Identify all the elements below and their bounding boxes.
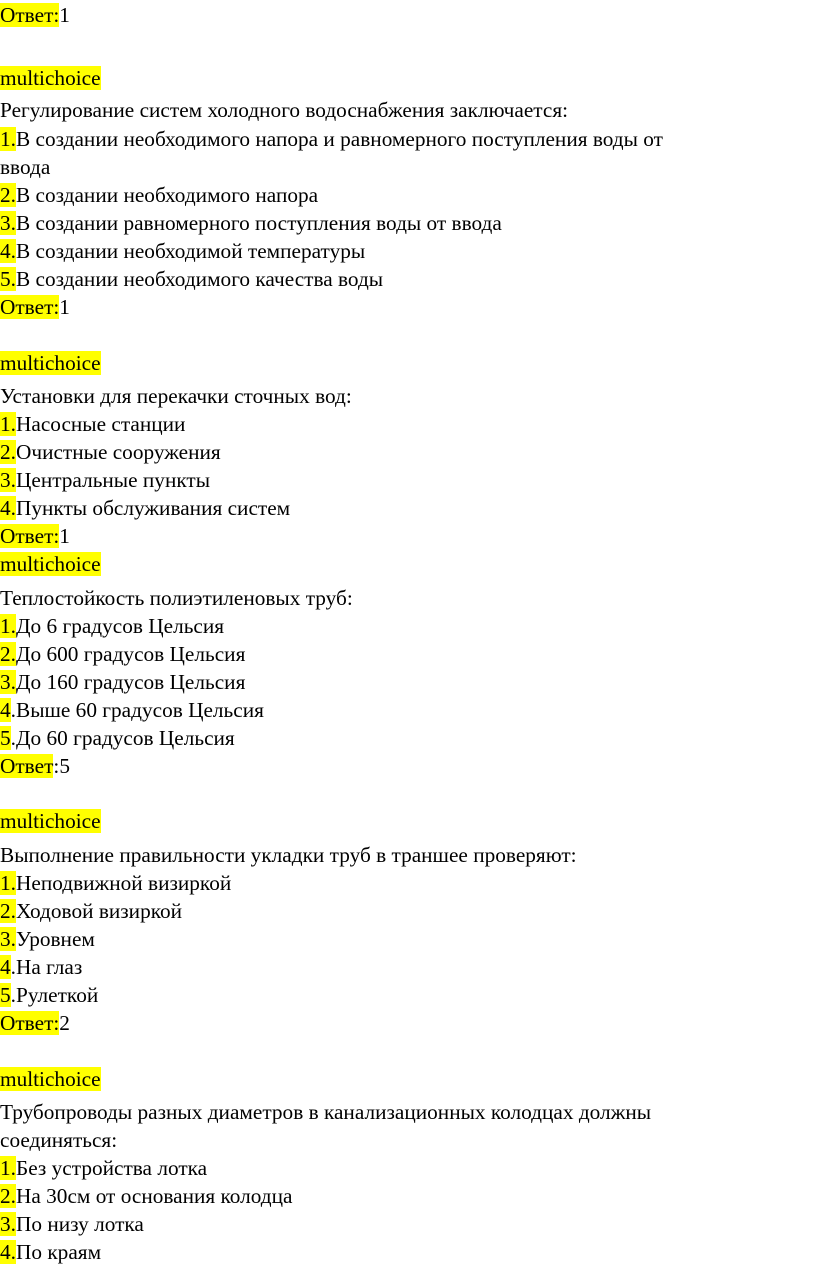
question-type: multichoice xyxy=(0,1067,101,1091)
option-number: 1. xyxy=(0,1156,16,1180)
answer-value: 5 xyxy=(59,754,70,778)
option xyxy=(0,641,245,667)
option xyxy=(0,266,383,292)
question-text: Выполнение правильности укладки труб в траншее проверяют: xyxy=(0,843,577,867)
question-text: Регулирование систем холодного водоснабжения заключается: xyxy=(0,98,569,122)
option-number: 4. xyxy=(0,1240,16,1264)
question-type: multichoice xyxy=(0,66,101,90)
option xyxy=(0,669,245,695)
answer-line xyxy=(0,294,70,320)
option: 5.Рулеткой xyxy=(0,983,99,1007)
option-number: 4. xyxy=(0,239,16,263)
option-continuation: ввода xyxy=(0,155,51,179)
option xyxy=(0,1211,144,1237)
option xyxy=(0,439,221,465)
option xyxy=(0,898,182,924)
option-number: 2. xyxy=(0,899,16,923)
option-number: 2. xyxy=(0,183,16,207)
option-number: 1. xyxy=(0,871,16,895)
option-text: До 6 градусов Цельсия xyxy=(15,614,225,638)
option-text: По краям xyxy=(15,1240,102,1264)
option xyxy=(0,238,365,264)
option xyxy=(0,126,663,152)
option-number: 3. xyxy=(0,468,16,492)
question-text: Установки для перекачки сточных вод: xyxy=(0,384,352,408)
option-number: 3. xyxy=(0,1212,16,1236)
option-number: 4 xyxy=(0,698,11,722)
option-text: До 600 градусов Цельсия xyxy=(15,642,246,666)
answer-value: 1 xyxy=(59,524,70,548)
option-text: До 60 градусов Цельсия xyxy=(15,726,235,750)
option xyxy=(0,870,231,896)
question-type: multichoice xyxy=(0,552,101,576)
option-text: Неподвижной визиркой xyxy=(15,871,232,895)
option-number: 2. xyxy=(0,440,16,464)
answer-label: Ответ: xyxy=(0,3,60,27)
answer-line xyxy=(0,2,70,28)
answer-value: 1 xyxy=(59,3,70,27)
option-text: Очистные сооружения xyxy=(15,440,221,464)
option xyxy=(0,1239,101,1265)
option-number: 5. xyxy=(0,267,16,291)
option xyxy=(0,411,185,437)
answer-line xyxy=(0,523,70,549)
option xyxy=(0,210,502,236)
answer-label: Ответ: xyxy=(0,295,60,319)
option-text: Без устройства лотка xyxy=(15,1156,208,1180)
option-text: Насосные станции xyxy=(15,412,186,436)
option-text: Выше 60 градусов Цельсия xyxy=(15,698,264,722)
option-text: Пункты обслуживания систем xyxy=(15,496,291,520)
option-number: 1. xyxy=(0,412,16,436)
option-number: 4 xyxy=(0,955,11,979)
option xyxy=(0,495,290,521)
question-text: Теплостойкость полиэтиленовых труб: xyxy=(0,586,353,610)
option-number: 1. xyxy=(0,127,16,151)
option-text: В создании необходимого напора и равномерного поступления воды от xyxy=(15,127,663,151)
option: 4.На глаз xyxy=(0,955,83,979)
option xyxy=(0,467,210,493)
option-text: В создании необходимой температуры xyxy=(15,239,366,263)
option xyxy=(0,613,224,639)
option-text: Уровнем xyxy=(15,927,95,951)
option-number: 2. xyxy=(0,642,16,666)
option-text: На глаз xyxy=(15,955,83,979)
option-text: Центральные пункты xyxy=(15,468,211,492)
question-text: Трубопроводы разных диаметров в канализационных колодцах должны xyxy=(0,1100,652,1124)
answer-label: Ответ xyxy=(0,754,54,778)
option-text: В создании необходимого напора xyxy=(15,183,319,207)
option xyxy=(0,926,95,952)
option xyxy=(0,1155,207,1181)
option-text: В создании равномерного поступления воды от ввода xyxy=(15,211,502,235)
option-text: Ходовой визиркой xyxy=(15,899,183,923)
option-number: 1. xyxy=(0,614,16,638)
option-text: Рулеткой xyxy=(15,983,99,1007)
option-number: 3. xyxy=(0,927,16,951)
answer-line: Ответ:5 xyxy=(0,754,70,778)
option: 5.До 60 градусов Цельсия xyxy=(0,726,235,750)
option-text: На 30см от основания колодца xyxy=(15,1184,293,1208)
question-type: multichoice xyxy=(0,351,101,375)
option xyxy=(0,182,318,208)
option xyxy=(0,1183,293,1209)
option-number: 2. xyxy=(0,1184,16,1208)
option-text: В создании необходимого качества воды xyxy=(15,267,384,291)
question-type: multichoice xyxy=(0,809,101,833)
option-text: По низу лотка xyxy=(15,1212,144,1236)
option-text: До 160 градусов Цельсия xyxy=(15,670,246,694)
question-text-continuation: соединяться: xyxy=(0,1128,118,1152)
option-number: 3. xyxy=(0,211,16,235)
option-number: 5 xyxy=(0,726,11,750)
answer-value: 1 xyxy=(59,295,70,319)
option-number: 5 xyxy=(0,983,11,1007)
answer-value: 2 xyxy=(59,1011,70,1035)
answer-label: Ответ: xyxy=(0,524,60,548)
option: 4.Выше 60 градусов Цельсия xyxy=(0,698,264,722)
option-number: 4. xyxy=(0,496,16,520)
option-number: 3. xyxy=(0,670,16,694)
answer-line xyxy=(0,1010,70,1036)
answer-label: Ответ: xyxy=(0,1011,60,1035)
